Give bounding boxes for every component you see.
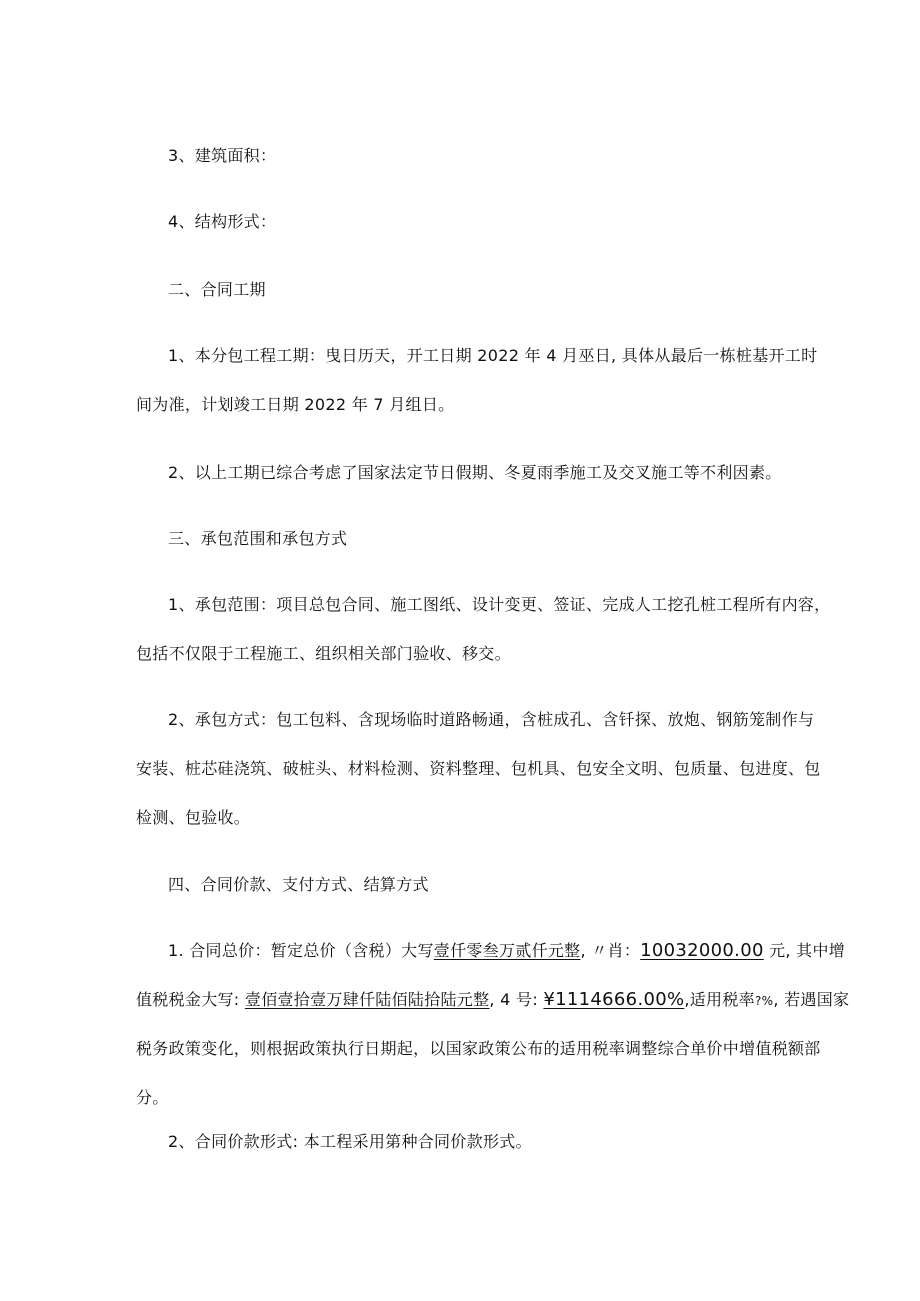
underlined-total-in-words: 壹仟零叁万贰仟元整 xyxy=(433,941,581,960)
text-segment: ,适用税率 xyxy=(684,990,755,1009)
underlined-total-amount: 10032000.00 xyxy=(640,940,764,961)
paragraph-total-price-line-1 xyxy=(168,939,845,963)
paragraph-method-line-3: 检测、包验收。 xyxy=(136,808,251,827)
paragraph-scope-line-1: 1、承包范围：项目总包合同、施工图纸、设计变更、签证、完成人工挖孔桩工程所有内容， xyxy=(168,595,831,614)
text-segment: 1. 合同总价：暂定总价（含税）大写 xyxy=(168,941,434,960)
section-heading-scope: 三、承包范围和承包方式 xyxy=(168,529,348,548)
underlined-tax-in-words: 壹佰壹拾壹万肆仟陆佰陆拾陆元整 xyxy=(244,990,490,1009)
paragraph-price-form: 2、合同价款形式: 本工程采用第种合同价款形式。 xyxy=(168,1132,532,1151)
text-segment: 元, 其中增 xyxy=(763,941,846,960)
text-segment: , 4 号: xyxy=(489,990,544,1009)
item-building-area: 3、建筑面积： xyxy=(168,146,277,165)
text-segment: 值税税金大写: xyxy=(136,990,245,1009)
paragraph-period-factors: 2、以上工期已综合考虑了国家法定节日假期、冬夏雨季施工及交叉施工等不利因素。 xyxy=(168,463,782,482)
section-heading-contract-period: 二、合同工期 xyxy=(168,280,266,299)
paragraph-total-price-line-3: 税务政策变化，则根据政策执行日期起，以国家政策公布的适用税率调整综合单价中增值税额部 xyxy=(136,1039,821,1058)
paragraph-scope-line-2: 包括不仅限于工程施工、组织相关部门验收、移交。 xyxy=(136,644,511,663)
paragraph-total-price-line-2 xyxy=(136,988,849,1013)
text-segment: , 〃肖： xyxy=(580,941,641,960)
tax-rate-value: ?% xyxy=(754,994,774,1008)
paragraph-total-price-line-4: 分。 xyxy=(136,1088,169,1107)
paragraph-method-line-1: 2、承包方式：包工包料、含现场临时道路畅通，含桩成孔、含钎探、放炮、钢筋笼制作与 xyxy=(168,710,815,729)
paragraph-period-line-1: 1、本分包工程工期：曳日历天，开工日期 2022 年 4 月巫日, 具体从最后一栋桩基开工时 xyxy=(168,346,818,365)
underlined-tax-amount: ¥1114666.00% xyxy=(543,989,685,1010)
text-segment: , 若遇国家 xyxy=(773,990,850,1009)
paragraph-method-line-2: 安装、桩芯硅浇筑、破桩头、材料检测、资料整理、包机具、包安全文明、包质量、包进度、包 xyxy=(136,759,821,778)
section-heading-price: 四、合同价款、支付方式、结算方式 xyxy=(168,875,429,894)
item-structure-form: 4、结构形式： xyxy=(168,212,277,231)
paragraph-period-line-2: 间为准，计划竣工日期 2022 年 7 月组日。 xyxy=(136,395,455,414)
